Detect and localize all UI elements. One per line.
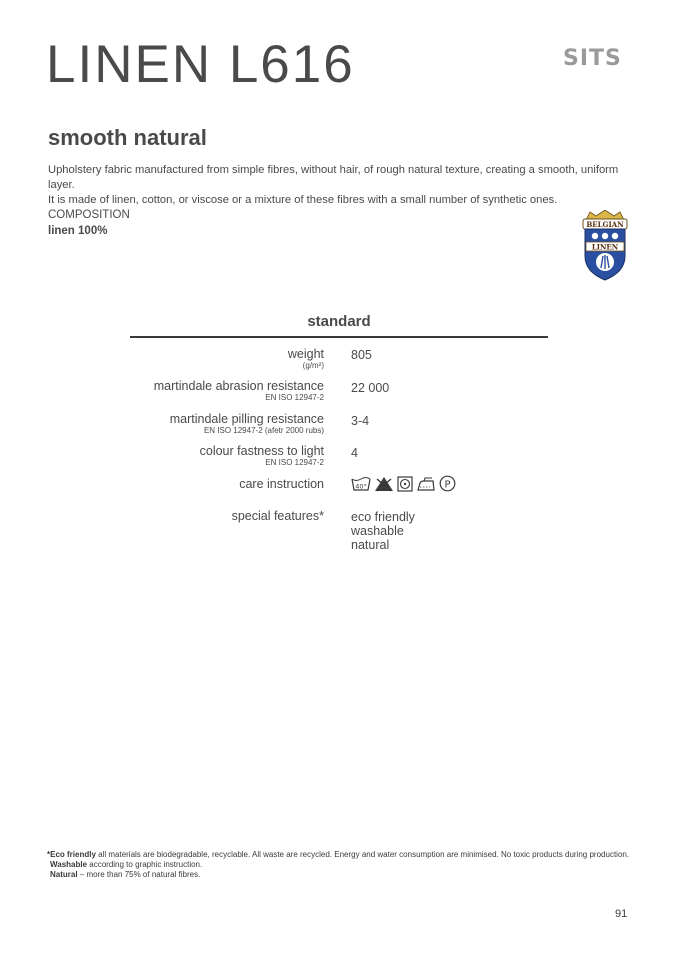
belgian-linen-logo (580, 210, 630, 282)
spec-sublabel: EN ISO 12947-2 (265, 458, 324, 467)
special-features-list (351, 510, 415, 552)
footnote-washable: Washable according to graphic instruction. (50, 860, 203, 869)
spec-sublabel: (g/m²) (302, 361, 324, 370)
product-title: LINEN L616 (46, 35, 355, 94)
composition-label: COMPOSITION (48, 209, 130, 221)
iron-icon (416, 476, 436, 492)
wash-temp-label: 40° (355, 482, 367, 490)
page-number: 91 (615, 908, 628, 920)
no-bleach-icon (374, 476, 394, 492)
composition-value: linen 100% (48, 225, 108, 237)
spec-value: 805 (351, 348, 372, 362)
spec-label: martindale abrasion resistance (153, 379, 324, 393)
tumble-dry-icon (397, 476, 413, 492)
badge-top-text: BELGIAN (586, 220, 624, 229)
spec-value: 22 000 (351, 381, 390, 395)
footnote-eco: *Eco friendly all materials are biodegradable, recyclable. All waste are recycled. Energy and water consumption are minimised. No toxic products during production. (47, 850, 630, 859)
description-line: Upholstery fabric manufactured from simple fibres, without hair, of rough natural texture, creating a smooth, uniform layer. (48, 164, 619, 191)
spec-value: 4 (351, 446, 358, 460)
product-subtitle: smooth natural (48, 125, 207, 150)
spec-label: weight (287, 347, 324, 361)
badge-bottom-text: LINEN (591, 242, 619, 252)
spec-sublabel: EN ISO 12947-2 (afetr 2000 rubs) (203, 426, 324, 435)
description-line: It is made of linen, cotton, or viscose or a mixture of these fibres with a small number of synthetic ones. (48, 194, 558, 206)
svg-text:P: P (444, 479, 451, 491)
spec-value: 3-4 (351, 414, 370, 428)
spec-label: special features* (231, 509, 324, 523)
spec-label: martindale pilling resistance (169, 412, 324, 426)
brand-logo: SITS (563, 46, 622, 71)
feature-item: washable (351, 524, 404, 538)
spec-label: colour fastness to light (199, 444, 324, 458)
spec-divider (130, 336, 548, 338)
feature-item: eco friendly (351, 510, 415, 524)
spec-label: care instruction (239, 477, 324, 491)
footnote-natural: Natural – more than 75% of natural fibres. (50, 870, 201, 879)
dry-clean-p-icon (439, 475, 456, 492)
care-icons (351, 475, 456, 492)
spec-sublabel: EN ISO 12947-2 (265, 393, 324, 402)
spec-table-header: standard (307, 313, 371, 330)
product-description (48, 163, 638, 208)
footnotes (47, 850, 647, 880)
wash-40-icon (351, 476, 371, 492)
feature-item: natural (351, 538, 390, 552)
